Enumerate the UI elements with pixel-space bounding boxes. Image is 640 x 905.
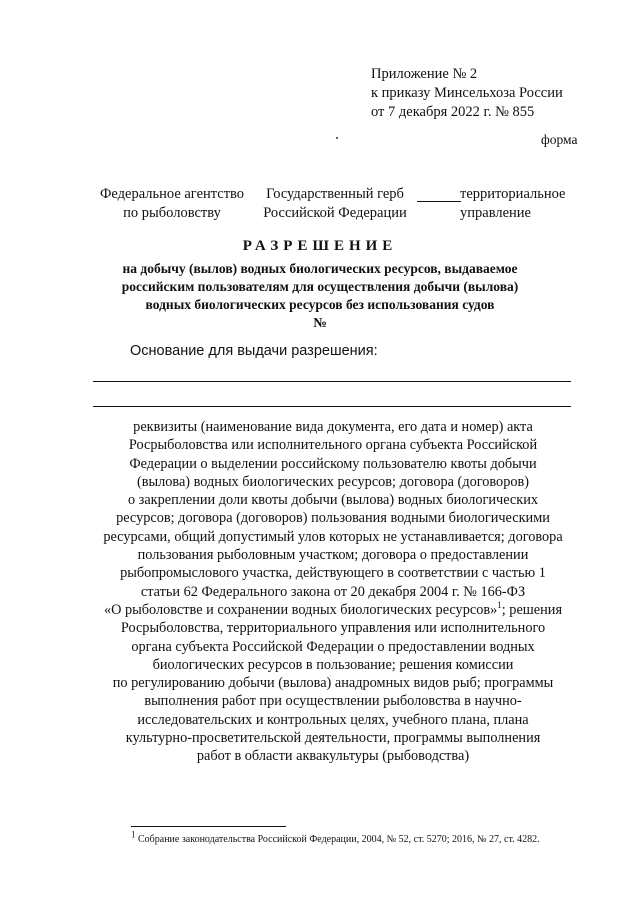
form-label: форма — [541, 132, 578, 147]
body-line: работ в области аквакультуры (рыбоводства) — [196, 748, 470, 765]
appendix-line: к приказу Минсельхоза России — [371, 85, 563, 101]
agency-name — [96, 185, 248, 223]
body-line: статьи 62 Федерального закона от 20 декабря 2004 г. № 166-ФЗ — [140, 583, 526, 600]
body-line: Росрыболовства, территориального управления или исполнительного — [120, 620, 546, 637]
agency-line: по рыболовству — [123, 205, 221, 221]
body-line: пользования рыболовным участком; договора о предоставлении — [137, 547, 529, 564]
agency-line: Федеральное агентство — [99, 186, 245, 202]
footnote-separator — [131, 826, 286, 827]
body-line: ресурсов; договора (договоров) пользования водными биологическими — [116, 510, 550, 527]
basis-instructions — [86, 418, 580, 766]
territorial-department — [460, 185, 580, 223]
body-line: реквизиты (наименование вида документа, его дата и номер) акта — [133, 419, 533, 435]
body-line: о закреплении доли квоты добычи (вылова) водных биологических — [127, 492, 539, 509]
territorial-blank-field — [417, 201, 461, 202]
appendix-line: от 7 декабря 2022 г. № 855 — [371, 104, 535, 120]
body-line: ресурсами, общий допустимый улов которых не устанавливается; договора — [103, 528, 563, 545]
basis-label: Основание для выдачи разрешения: — [130, 343, 378, 359]
basis-fill-line — [93, 406, 571, 407]
footnote — [131, 829, 540, 845]
footnote-reference: 1 — [497, 600, 502, 611]
footnote-text: Собрание законодательства Российской Федерации, 2004, № 52, ст. 5270; 2016, № 27, ст. 4282. — [135, 834, 540, 845]
body-line: рыбопромыслового участка, действующего в соответствии с частью 1 — [120, 565, 546, 582]
emblem-line: Российской Федерации — [263, 205, 407, 221]
body-line-suffix: ; решения — [501, 601, 563, 618]
body-line: Федерации о выделении российскому пользователю квоты добычи — [129, 455, 537, 472]
body-line: Росрыболовства или исполнительного органа субъекта Российской — [128, 437, 538, 454]
basis-fill-line — [93, 381, 571, 382]
body-line: биологических ресурсов в пользование; решения комиссии — [152, 656, 514, 673]
body-line: культурно-просветительской деятельности, программы выполнения — [125, 730, 541, 747]
subtitle-line: на добычу (вылов) водных биологических ресурсов, выдаваемое — [122, 261, 518, 276]
scan-speck — [336, 137, 338, 139]
body-line: органа субъекта Российской Федерации о предоставлении водных — [131, 638, 535, 655]
state-emblem-placeholder — [256, 185, 414, 223]
body-line: выполнения работ при осуществлении рыболовства в научно- — [144, 693, 522, 710]
subtitle-line: водных биологических ресурсов без использования судов — [145, 297, 495, 312]
body-line — [86, 601, 580, 619]
document-title: РАЗРЕШЕНИЕ — [242, 238, 398, 254]
territorial-line: территориальное — [460, 186, 566, 202]
footnote-marker: 1 — [131, 829, 136, 840]
subtitle-line: российским пользователям для осуществления добычи (вылова) — [121, 279, 519, 294]
body-line: по регулированию добычи (вылова) анадромных видов рыб; программы — [112, 675, 554, 692]
emblem-line: Государственный герб — [266, 186, 404, 202]
appendix-reference — [371, 65, 563, 122]
body-line: исследовательских и контрольных целях, учебного плана, плана — [137, 711, 529, 728]
number-sign: № — [313, 315, 327, 330]
document-subtitle — [100, 260, 540, 332]
appendix-line: Приложение № 2 — [371, 66, 478, 82]
territorial-line: управление — [460, 205, 531, 221]
body-line: (вылова) водных биологических ресурсов; договора (договоров) — [136, 473, 530, 490]
body-line-text: «О рыболовстве и сохранении водных биологических ресурсов» — [103, 601, 498, 618]
